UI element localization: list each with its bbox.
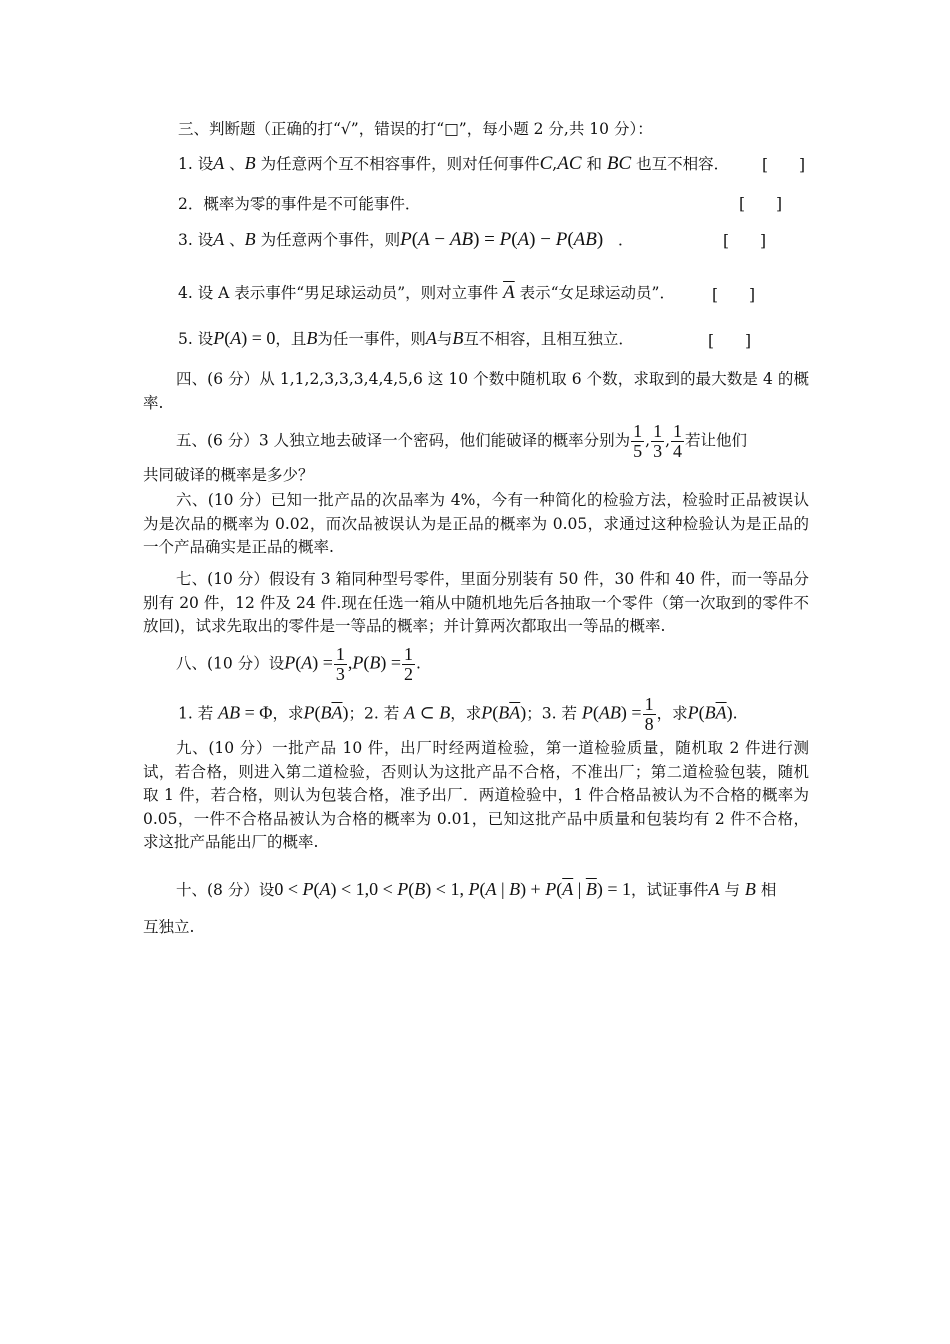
problem-6: 六、(10 分）已知一批产品的次品率为 4%，今有一种简化的检验方法，检验时正品被误认为是次品的概率为 0.02，而次品被误认为是正品的概率为 0.05，求通过这种检验认为是正品的一个产品确实是正品的概率. [143, 491, 809, 556]
fraction-1-3: $\frac{1}{3}$ [653, 421, 663, 461]
problem-5: 五、(6 分）3 人独立地去破译一个密码，他们能破译的概率分别为 $\frac{1}{5}$ , $\frac{1}{3}$ , $\frac{1}{4}$ 若让他们 [176, 421, 748, 461]
judge-q4: 4. 设 A 表示事件“男足球运动员”，则对立事件 $\overline{A}$ 表示“女足球运动员”． [178, 282, 675, 303]
fraction-1-3-pa: $\frac{1}{3}$ [335, 644, 345, 684]
judge-q4-bracket[interactable]: [ ] [712, 286, 756, 304]
judge-q5-bracket[interactable]: [ ] [708, 332, 752, 350]
problem-8-header: 八、(10 分）设P(A) = $\frac{1}{3}$ ,P(B) = $\frac{1}{2}$ . [176, 644, 421, 684]
section3-header: 三、判断题（正确的打“√”，错误的打“□”，每小题 2 分,共 10 分）： [178, 120, 653, 138]
problem-10-line2: 互独立. [143, 918, 195, 936]
problem-7: 七、(10 分）假设有 3 箱同种型号零件，里面分别装有 50 件，30 件和 40 件，而一等品分别有 20 件，12 件及 24 件.现在任选一箱从中随机地先后各抽取一个零件（第一次取到的零件不放回)，试求先取出的零件是一等品的概率；并计算两次都取出一等品的概率. [143, 570, 809, 635]
judge-q3-bracket[interactable]: [ ] [723, 232, 767, 250]
judge-q1-bracket[interactable]: [ ] [762, 156, 806, 174]
fraction-1-4: $\frac{1}{4}$ [673, 421, 683, 461]
judge-q2-bracket[interactable]: [ ] [739, 195, 783, 213]
judge-q1: 1. 设A 、B 为任意两个互不相容事件，则对任何事件C,AC 和 BC 也互不相容． [178, 153, 730, 174]
fraction-1-2-pb: $\frac{1}{2}$ [404, 644, 414, 684]
problem-9: 九、(10 分）一批产品 10 件，出厂时经两道检验，第一道检验质量，随机取 2 件进行测试，若合格，则进入第二道检验，否则认为这批产品不合格，不准出厂；第二道检验包装，随机取 1 件，若合格，则认为包装合格，准予出厂．两道检验中，1 件合格品被认为不合格的概率为 0.05，一件不合格品被认为合格的概率为 0.01，已知这批产品中质量和包装均有 2 件不合格，求这批产品能出厂的概率. [143, 739, 809, 851]
problem-10: 十、(8 分）设0 < P(A) < 1,0 < P(B) < 1, P(A | $B) + P(\overline{A}$ | $\overline{B}) = 1$，试证事件A 与 B 相 [176, 879, 777, 899]
judge-q3: 3. 设A 、B 为任意两个事件，则P(A − AB) = P(A) − P(AB) ． [178, 229, 634, 250]
fraction-1-5: $\frac{1}{5}$ [633, 421, 643, 461]
judge-q5: 5. 设P(A) = 0，且B为任一事件，则A与B互不相容，且相互独立． [178, 328, 634, 348]
problem-8-subquestions: 1. 若 AB = Φ，求$P(B\overline{A})$；2. 若 A ⊂ B，求$P(B\overline{A})$；3. 若 P(AB) = $\frac{1}{8}$ ，求$P(B\overline{A})$. [178, 694, 738, 734]
fraction-1-8: $\frac{1}{8}$ [644, 694, 654, 734]
problem-5-line2: 共同破译的概率是多少？ [143, 466, 314, 484]
problem-4: 四、(6 分）从 1,1,2,3,3,3,4,4,5,6 这 10 个数中随机取 6 个数，求取到的最大数是 4 的概率. [143, 370, 809, 412]
judge-q2: 2．概率为零的事件是不可能事件． [178, 195, 421, 213]
